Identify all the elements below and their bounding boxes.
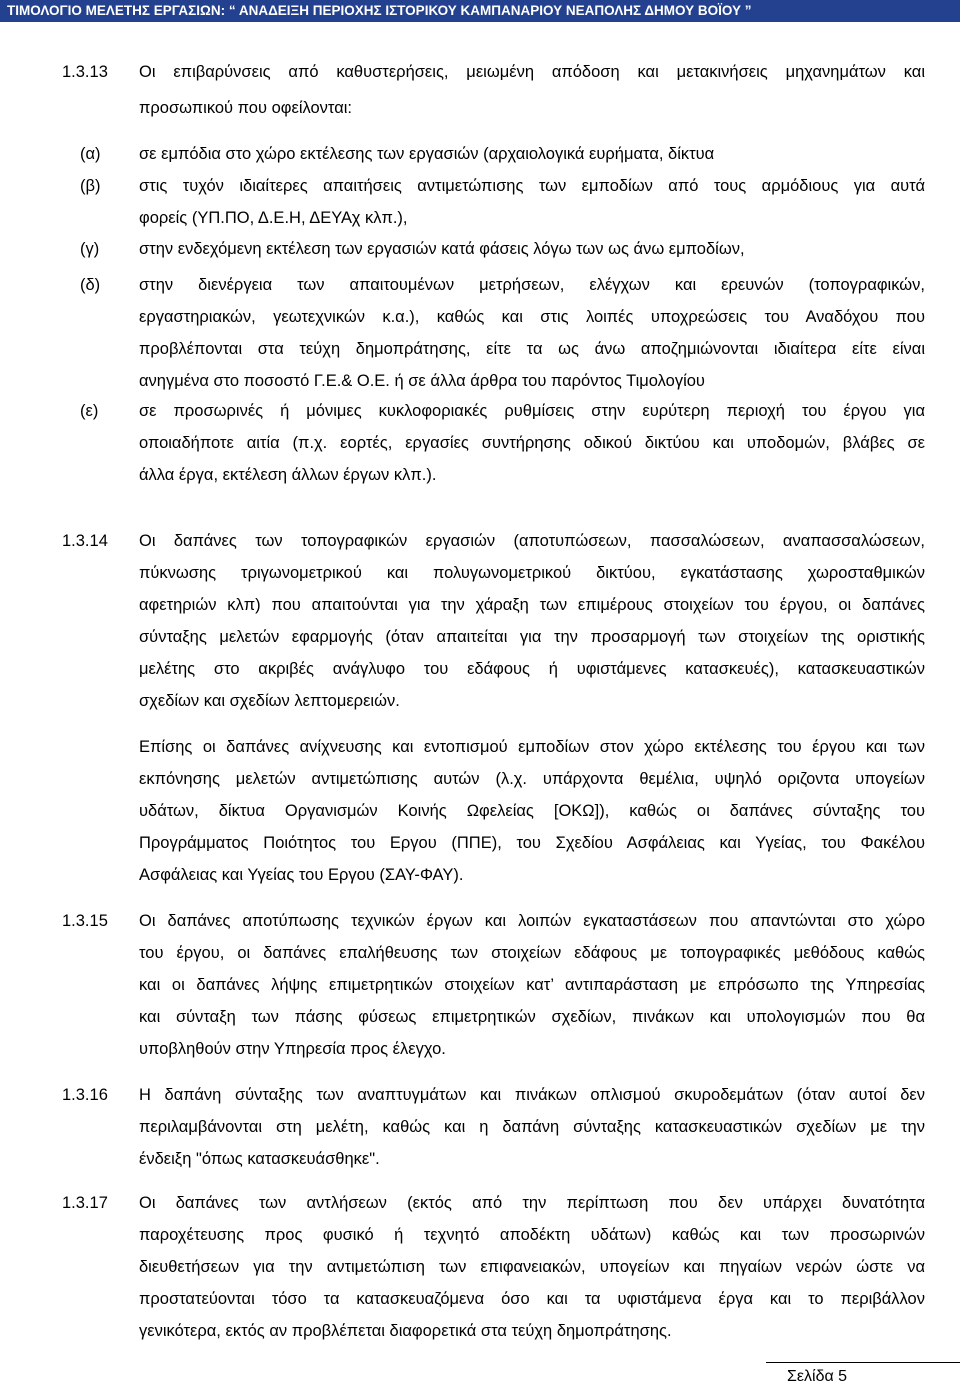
text-line: και οι δαπάνες λήψης επιμετρητικών στοιχείων κατ’ αντιπαράσταση με επρόσωπο της Υπηρεσίας [139, 976, 925, 994]
clause-text [139, 905, 925, 1065]
list-item-beta [0, 170, 960, 234]
list-item-text [139, 269, 925, 397]
clause-text [139, 731, 925, 891]
text-line: προσωπικού που οφείλονται: [139, 99, 352, 117]
text-line: προστατεύονται τόσο τα κατασκευαζόμενα όσο και τα υφιστάμενα έργα και το περιβάλλον [139, 1290, 925, 1308]
text-line: ανηγμένα στο ποσοστό Γ.Ε.& Ο.Ε. ή σε άλλα άρθρα του παρόντος Τιμολογίου [139, 372, 705, 390]
list-item-delta [0, 269, 960, 397]
text-line: στην ενδεχόμενη εκτέλεση των εργασιών κατά φάσεις λόγω των ως άνω εμποδίων, [139, 240, 745, 258]
clause-1-3-14-paragraph-2 [0, 731, 960, 891]
list-item-epsilon [0, 395, 960, 491]
text-line: Οι δαπάνες αποτύπωσης τεχνικών έργων και λοιπών εγκαταστάσεων που απαντώνται στο χώρο [139, 912, 925, 930]
list-item-label: (γ) [80, 240, 100, 258]
text-line: Η δαπάνη σύνταξης των αναπτυγμάτων και πινάκων οπλισμού σκυροδεμάτων (όταν αυτοί δεν [139, 1086, 925, 1104]
text-line: σύνταξης μελετών εφαρμογής (όταν απαιτείται για την προσαρμογή των στοιχείων της οριστικής [139, 628, 925, 646]
text-line: περιλαμβάνονται στη μελέτη, καθώς και η δαπάνη σύνταξης κατασκευαστικών σχεδίων με την [139, 1118, 925, 1136]
text-line: σε εμπόδια στο χώρο εκτέλεσης των εργασιών (αρχαιολογικά ευρήματα, δίκτυα [139, 145, 715, 163]
text-line: του έργου, οι δαπάνες επαλήθευσης των στοιχείων εδάφους με τοπογραφικές μεθόδους καθώς [139, 944, 925, 962]
footer-rule [766, 1362, 960, 1363]
clause-text [139, 525, 925, 717]
clause-number: 1.3.14 [62, 532, 108, 550]
text-line: οποιαδήποτε αιτία (π.χ. εορτές, εργασίες συντήρησης οδικού δικτύου και υποδομών, βλάβες σε [139, 434, 925, 452]
text-line: σχεδίων και σχεδίων λεπτομερειών. [139, 692, 400, 710]
clause-1-3-17 [0, 1187, 960, 1347]
text-line: παροχέτευσης προς φυσικό ή τεχνητό αποδέκτη υδάτων) καθώς και των προσωρινών [139, 1226, 925, 1244]
text-line: ένδειξη "όπως κατασκευάσθηκε". [139, 1150, 380, 1168]
text-line: υποβληθούν στην Υπηρεσία προς έλεγχο. [139, 1040, 446, 1058]
text-line: Οι δαπάνες των τοπογραφικών εργασιών (αποτυπώσεων, πασσαλώσεων, αναπασσαλώσεων, [139, 532, 925, 550]
clause-text [139, 54, 925, 126]
text-line: γενικότερα, εκτός αν προβλέπεται διαφορετικά στα τεύχη δημοπράτησης. [139, 1322, 672, 1340]
list-item-label: (ε) [80, 402, 99, 420]
clause-number: 1.3.16 [62, 1086, 108, 1104]
list-item-label: (α) [80, 145, 101, 163]
list-item-gamma [0, 233, 960, 265]
header-title: ΤΙΜΟΛΟΓΙΟ ΜΕΛΕΤΗΣ ΕΡΓΑΣΙΩΝ: “ ΑΝΑΔΕΙΞΗ ΠΕΡΙΟΧΗΣ ΙΣΤΟΡΙΚΟΥ ΚΑΜΠΑΝΑΡΙΟΥ ΝΕΑΠΟΛΗΣ ΔΗΜΟΥ ΒΟΪΟΥ ” [7, 3, 752, 18]
list-item-alpha [0, 138, 960, 170]
clause-number: 1.3.13 [62, 63, 108, 81]
text-line: εκπόνησης μελετών αντιμετώπισης αυτών (λ.χ. υπάρχοντα θεμέλια, υψηλό οριζοντα υπογείων [139, 770, 925, 788]
list-item-text [139, 138, 925, 170]
clause-1-3-15 [0, 905, 960, 1065]
clause-number: 1.3.15 [62, 912, 108, 930]
list-item-text [139, 395, 925, 491]
clause-text [139, 1187, 925, 1347]
text-line: άλλα έργα, εκτέλεση άλλων έργων κλπ.). [139, 466, 437, 484]
text-line: προβλέπονται στα τεύχη δημοπράτησης, είτε τα ως άνω αποζημιώνονται ιδιαίτερα είτε είναι [139, 340, 925, 358]
list-item-label: (δ) [80, 276, 101, 294]
text-line: Επίσης οι δαπάνες ανίχνευσης και εντοπισμού εμποδίων στον χώρο εκτέλεσης του έργου και των [139, 738, 925, 756]
text-line: σε προσωρινές ή μόνιμες κυκλοφοριακές ρυθμίσεις στην ευρύτερη περιοχή του έργου για [139, 402, 925, 420]
text-line: εργαστηριακών, γεωτεχνικών κ.α.), καθώς και στις λοιπές υποχρεώσεις του Αναδόχου που [139, 308, 925, 326]
text-line: μελέτης στο ακριβές ανάγλυφο του εδάφους ή υφιστάμενες κατασκευές), κατασκευαστικών [139, 660, 925, 678]
text-line: διευθετήσεων για την αντιμετώπιση των επιφανειακών, υπογείων και πηγαίων νερών ώστε να [139, 1258, 925, 1276]
text-line: και σύνταξη των πάσης φύσεως επιμετρητικών σχεδίων, πινάκων και υπολογισμών που θα [139, 1008, 925, 1026]
list-item-text [139, 233, 925, 265]
list-item-label: (β) [80, 177, 101, 195]
text-line: αφετηριών κλπ) που απαιτούνται για την χάραξη των επιμέρους στοιχείων του έργου, οι δαπάνες [139, 596, 925, 614]
clause-1-3-14 [0, 525, 960, 717]
clause-number: 1.3.17 [62, 1194, 108, 1212]
clause-1-3-16 [0, 1079, 960, 1175]
text-line: Οι επιβαρύνσεις από καθυστερήσεις, μειωμένη απόδοση και μετακινήσεις μηχανημάτων και [139, 63, 925, 81]
text-line: στις τυχόν ιδιαίτερες απαιτήσεις αντιμετώπισης των εμποδίων από τους αρμόδιους για αυτά [139, 177, 925, 195]
page-header [0, 0, 960, 22]
text-line: Ασφάλειας και Υγείας του Εργου (ΣΑΥ-ΦΑΥ). [139, 866, 464, 884]
text-line: Προγράμματος Ποιότητος του Εργου (ΠΠΕ), του Σχεδίου Ασφάλειας και Υγείας, του Φακέλου [139, 834, 925, 852]
text-line: πύκνωσης τριγωνομετρικού και πολυγωνομετρικού δικτύου, εγκατάστασης χωροσταθμικών [139, 564, 925, 582]
list-item-text [139, 170, 925, 234]
text-line: υδάτων, δίκτυα Οργανισμών Κοινής Ωφελείας [ΟΚΩ]), καθώς οι δαπάνες σύνταξης του [139, 802, 925, 820]
text-line: φορείς (ΥΠ.ΠΟ, Δ.Ε.Η, ΔΕΥΑχ κλπ.), [139, 209, 408, 227]
clause-1-3-13 [0, 54, 960, 126]
page-number: Σελίδα 5 [787, 1368, 848, 1385]
clause-text [139, 1079, 925, 1175]
text-line: στην διενέργεια των απαιτουμένων μετρήσεων, ελέγχων και ερευνών (τοπογραφικών, [139, 276, 925, 294]
text-line: Οι δαπάνες των αντλήσεων (εκτός από την περίπτωση που δεν υπάρχει δυνατότητα [139, 1194, 925, 1212]
